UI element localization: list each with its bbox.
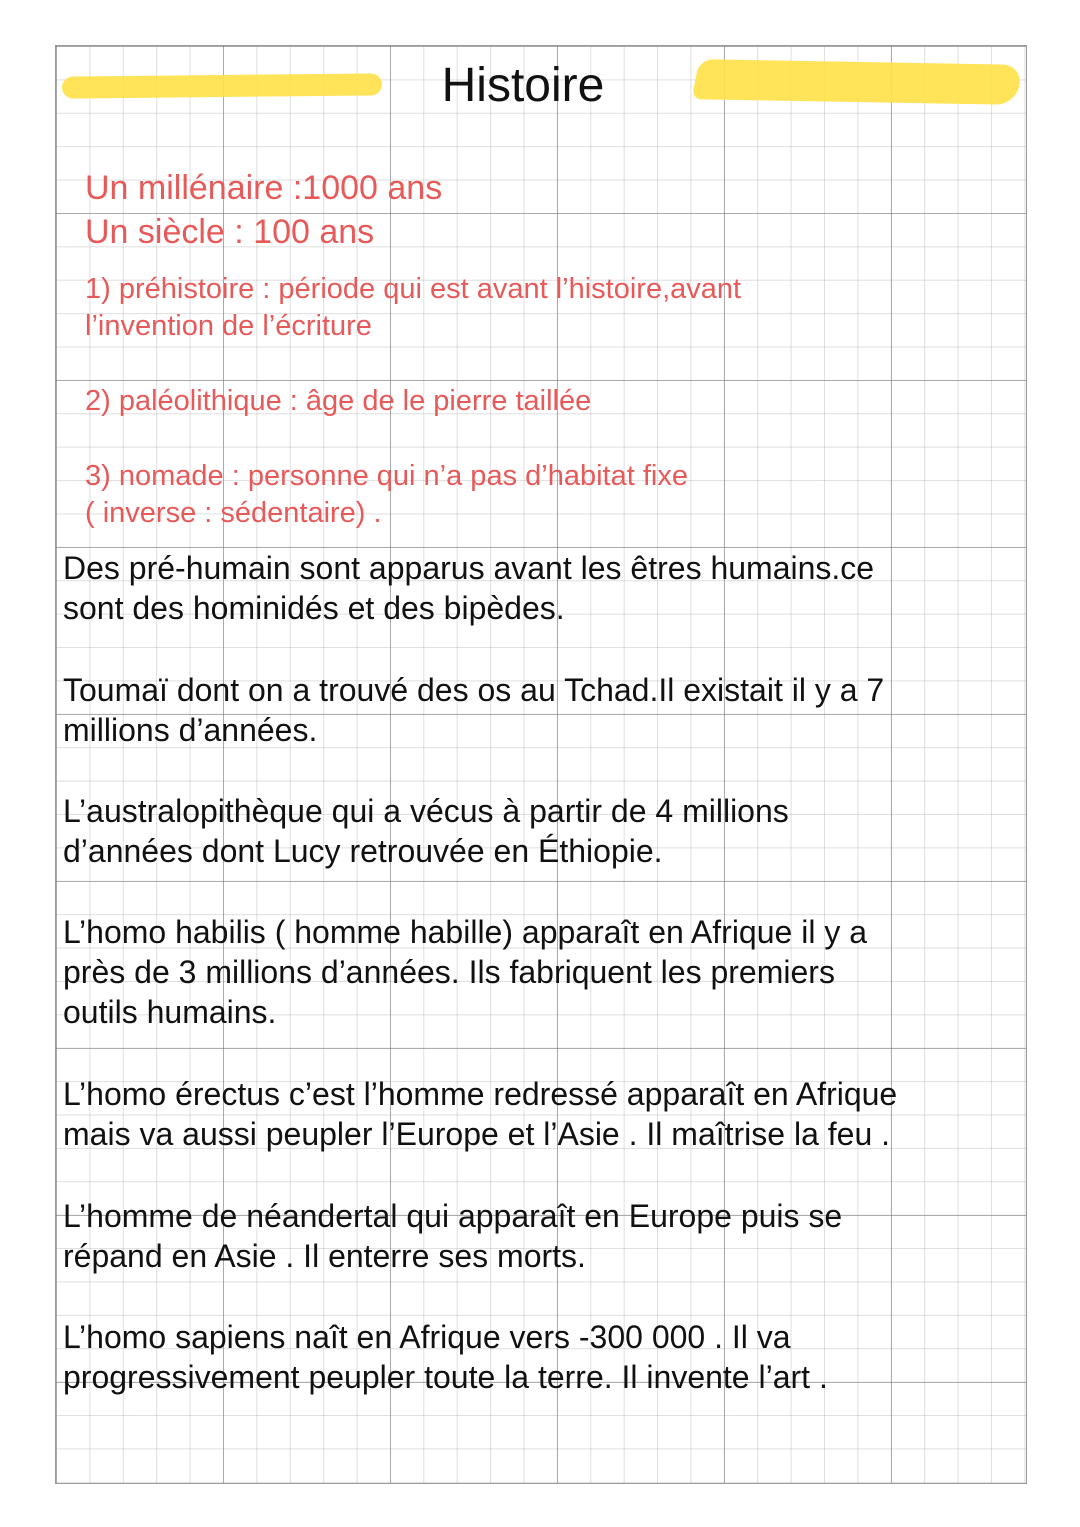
paragraph-line: L’australopithèque qui a vécus à partir de 4 millions — [63, 793, 789, 829]
paragraph-line: mais va aussi peupler l’Europe et l’Asie . Il maîtrise la feu . — [63, 1116, 891, 1152]
paragraph-line: millions d’années. — [63, 712, 318, 748]
paragraph-line: L’homme de néandertal qui apparaît en Europe puis se — [63, 1198, 843, 1234]
definition-paleolithic — [85, 383, 591, 420]
page-title: Histoire — [441, 59, 605, 112]
paragraph-line: Des pré-humain sont apparus avant les êtres humains.ce — [63, 550, 875, 586]
unit-century: Un siècle : 100 ans — [85, 213, 375, 251]
paragraph-line: près de 3 millions d’années. Ils fabriquent les premiers — [63, 954, 835, 990]
paragraph-australopithecus — [63, 791, 1013, 871]
paragraph-line: sont des hominidés et des bipèdes. — [63, 590, 565, 626]
paragraph-neanderthal — [63, 1196, 1013, 1276]
paragraph-toumai — [63, 670, 1013, 750]
paragraph-homo-erectus — [63, 1074, 1013, 1154]
unit-millennium: Un millénaire :1000 ans — [85, 169, 443, 207]
paragraph-line: L’homo érectus c’est l’homme redressé apparaît en Afrique — [63, 1076, 898, 1112]
definition-line: 2) paléolithique : âge de le pierre taillée — [85, 385, 592, 417]
paragraph-line: L’homo habilis ( homme habille) apparaît en Afrique il y a — [63, 914, 867, 950]
definition-line: ( inverse : sédentaire) . — [85, 497, 382, 529]
paragraph-line: répand en Asie . Il enterre ses morts. — [63, 1238, 586, 1274]
definition-line: 3) nomade : personne qui n’a pas d’habitat fixe — [85, 460, 688, 492]
paragraph-pre-humans — [63, 548, 1013, 628]
paragraph-line: progressivement peupler toute la terre. Il invente l’art . — [63, 1359, 828, 1395]
units-block — [85, 166, 442, 254]
definition-line: l’invention de l’écriture — [85, 310, 372, 342]
paragraph-line: outils humains. — [63, 994, 277, 1030]
paragraph-line: d’années dont Lucy retrouvée en Éthiopie. — [63, 833, 663, 869]
paragraph-homo-habilis — [63, 912, 1013, 1032]
paragraph-line: L’homo sapiens naît en Afrique vers -300 000 . Il va — [63, 1319, 791, 1355]
paragraph-homo-sapiens — [63, 1317, 1013, 1397]
definition-prehistory — [85, 271, 741, 345]
definition-nomad — [85, 458, 688, 532]
paragraph-line: Toumaï dont on a trouvé des os au Tchad.Il existait il y a 7 — [63, 672, 885, 708]
definition-line: 1) préhistoire : période qui est avant l’histoire,avant — [85, 273, 742, 305]
